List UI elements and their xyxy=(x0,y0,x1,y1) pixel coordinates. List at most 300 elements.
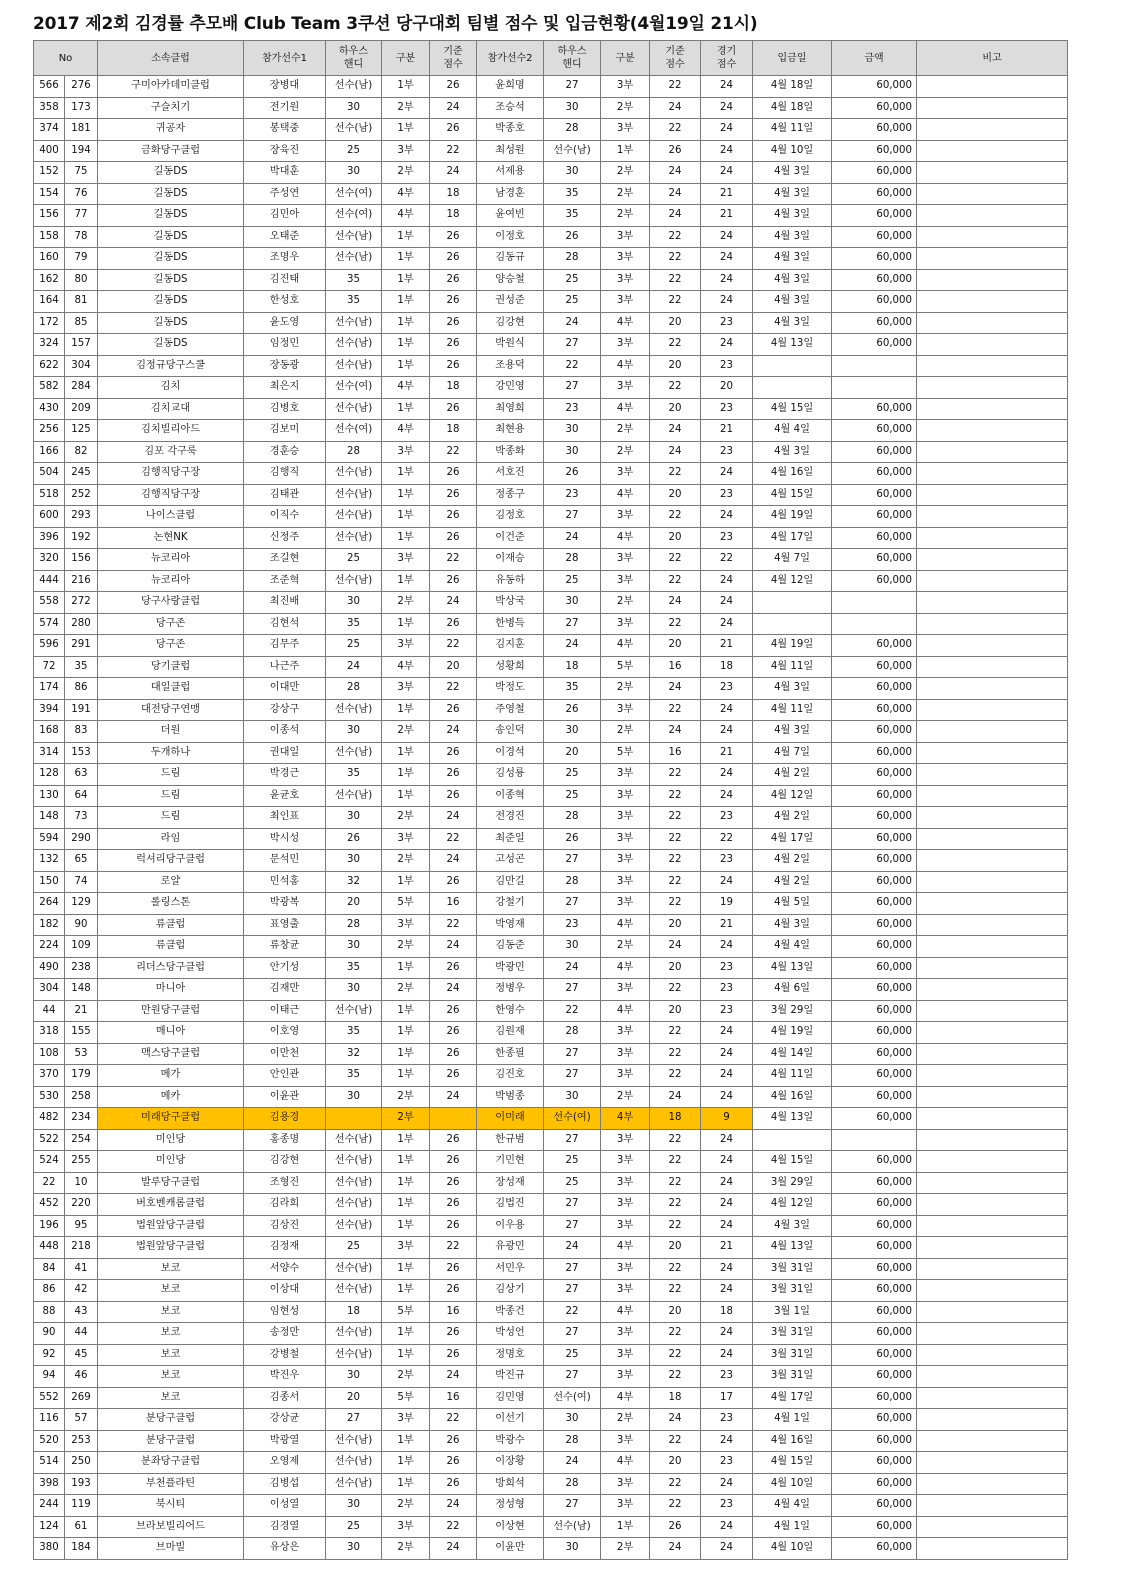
cell-note xyxy=(917,1495,1068,1517)
cell-handicap2: 30 xyxy=(544,162,601,184)
cell-player2: 이상현 xyxy=(477,1516,544,1538)
table-row xyxy=(34,871,1068,893)
cell-game-score: 24 xyxy=(701,463,753,485)
cell-player1: 이대만 xyxy=(244,678,326,700)
cell-note xyxy=(917,1172,1068,1194)
cell-deposit-date: 4월 5일 xyxy=(753,893,832,915)
table-row xyxy=(34,807,1068,829)
cell-base-score1: 20 xyxy=(430,656,477,678)
cell-base-score1: 26 xyxy=(430,1194,477,1216)
cell-note xyxy=(917,1409,1068,1431)
cell-base-score1: 24 xyxy=(430,97,477,119)
cell-club: 브마빌 xyxy=(98,1538,244,1560)
cell-deposit-date: 4월 3일 xyxy=(753,205,832,227)
cell-entry-no: 153 xyxy=(65,742,98,764)
cell-no: 108 xyxy=(34,1043,65,1065)
cell-division1: 4부 xyxy=(382,377,430,399)
cell-amount: 60,000 xyxy=(832,914,917,936)
cell-division2: 4부 xyxy=(601,1452,650,1474)
cell-base-score1: 26 xyxy=(430,1323,477,1345)
cell-club: 럭셔리당구클럽 xyxy=(98,850,244,872)
cell-entry-no: 192 xyxy=(65,527,98,549)
cell-division1: 1부 xyxy=(382,1258,430,1280)
header-club: 소속클럽 xyxy=(98,41,244,76)
cell-division1: 4부 xyxy=(382,205,430,227)
cell-base-score2: 24 xyxy=(650,936,701,958)
cell-club: 마니아 xyxy=(98,979,244,1001)
cell-player2: 이선기 xyxy=(477,1409,544,1431)
cell-entry-no: 284 xyxy=(65,377,98,399)
cell-note xyxy=(917,377,1068,399)
cell-entry-no: 184 xyxy=(65,1538,98,1560)
cell-deposit-date: 4월 13일 xyxy=(753,957,832,979)
cell-division1: 1부 xyxy=(382,570,430,592)
table-row xyxy=(34,355,1068,377)
cell-base-score1: 24 xyxy=(430,721,477,743)
cell-player2: 박범종 xyxy=(477,1086,544,1108)
cell-game-score: 18 xyxy=(701,656,753,678)
cell-note xyxy=(917,850,1068,872)
cell-base-score1: 26 xyxy=(430,291,477,313)
cell-division1: 1부 xyxy=(382,463,430,485)
cell-handicap2: 27 xyxy=(544,1215,601,1237)
cell-game-score: 24 xyxy=(701,1043,753,1065)
cell-base-score1: 26 xyxy=(430,463,477,485)
cell-player2: 박원식 xyxy=(477,334,544,356)
cell-player2: 권성준 xyxy=(477,291,544,313)
cell-handicap2: 선수(여) xyxy=(544,1108,601,1130)
cell-note xyxy=(917,1366,1068,1388)
table-row xyxy=(34,1065,1068,1087)
cell-handicap2: 28 xyxy=(544,1473,601,1495)
cell-handicap2: 24 xyxy=(544,1237,601,1259)
cell-deposit-date: 4월 1일 xyxy=(753,1409,832,1431)
cell-club: 대전당구연맹 xyxy=(98,699,244,721)
cell-handicap2: 24 xyxy=(544,312,601,334)
cell-note xyxy=(917,205,1068,227)
cell-base-score2: 24 xyxy=(650,592,701,614)
cell-handicap1: 30 xyxy=(326,1366,382,1388)
cell-base-score2: 22 xyxy=(650,291,701,313)
cell-base-score2: 26 xyxy=(650,140,701,162)
cell-deposit-date: 4월 6일 xyxy=(753,979,832,1001)
cell-division1: 3부 xyxy=(382,828,430,850)
cell-note xyxy=(917,1323,1068,1345)
cell-player2: 윤희명 xyxy=(477,76,544,98)
cell-game-score: 24 xyxy=(701,1086,753,1108)
cell-entry-no: 43 xyxy=(65,1301,98,1323)
cell-club: 드림 xyxy=(98,785,244,807)
cell-no: 582 xyxy=(34,377,65,399)
table-row xyxy=(34,1151,1068,1173)
cell-amount: 60,000 xyxy=(832,656,917,678)
cell-entry-no: 173 xyxy=(65,97,98,119)
cell-note xyxy=(917,570,1068,592)
cell-club: 분좌당구클럽 xyxy=(98,1452,244,1474)
cell-club: 메가 xyxy=(98,1065,244,1087)
cell-player1: 박광복 xyxy=(244,893,326,915)
cell-player1: 김현석 xyxy=(244,613,326,635)
cell-game-score: 23 xyxy=(701,678,753,700)
cell-game-score: 19 xyxy=(701,893,753,915)
cell-game-score: 24 xyxy=(701,871,753,893)
cell-player1: 김행직 xyxy=(244,463,326,485)
cell-deposit-date: 3월 29일 xyxy=(753,1000,832,1022)
cell-handicap1: 선수(남) xyxy=(326,1194,382,1216)
cell-player1: 경훈승 xyxy=(244,441,326,463)
cell-base-score2: 24 xyxy=(650,162,701,184)
cell-handicap1: 선수(남) xyxy=(326,1323,382,1345)
cell-amount: 60,000 xyxy=(832,785,917,807)
cell-player2: 박광수 xyxy=(477,1430,544,1452)
cell-club: 매니아 xyxy=(98,1022,244,1044)
cell-game-score: 23 xyxy=(701,1366,753,1388)
cell-club: 김포 각구룩 xyxy=(98,441,244,463)
cell-no: 164 xyxy=(34,291,65,313)
cell-division1: 3부 xyxy=(382,140,430,162)
cell-base-score2: 18 xyxy=(650,1108,701,1130)
cell-no: 150 xyxy=(34,871,65,893)
cell-player1: 박진우 xyxy=(244,1366,326,1388)
cell-club: 버호벤캐롬클럽 xyxy=(98,1194,244,1216)
cell-handicap1: 선수(남) xyxy=(326,699,382,721)
cell-note xyxy=(917,226,1068,248)
cell-base-score1: 26 xyxy=(430,398,477,420)
cell-base-score2: 16 xyxy=(650,656,701,678)
cell-player2: 최준일 xyxy=(477,828,544,850)
cell-handicap1: 선수(남) xyxy=(326,1430,382,1452)
cell-game-score: 18 xyxy=(701,1301,753,1323)
cell-base-score2: 22 xyxy=(650,979,701,1001)
cell-club: 법원앞당구클럽 xyxy=(98,1215,244,1237)
cell-game-score: 22 xyxy=(701,549,753,571)
cell-division1: 1부 xyxy=(382,1000,430,1022)
cell-deposit-date: 4월 12일 xyxy=(753,570,832,592)
cell-club: 법원앞당구클럽 xyxy=(98,1237,244,1259)
cell-division1: 1부 xyxy=(382,527,430,549)
cell-division1: 1부 xyxy=(382,484,430,506)
cell-amount: 60,000 xyxy=(832,570,917,592)
cell-player1: 안인관 xyxy=(244,1065,326,1087)
cell-deposit-date: 4월 2일 xyxy=(753,871,832,893)
cell-handicap2: 27 xyxy=(544,1366,601,1388)
cell-player1: 김민아 xyxy=(244,205,326,227)
cell-handicap1: 30 xyxy=(326,1538,382,1560)
cell-division1: 3부 xyxy=(382,1237,430,1259)
cell-division1: 1부 xyxy=(382,1452,430,1474)
cell-club: 나이스클럽 xyxy=(98,506,244,528)
cell-game-score: 24 xyxy=(701,592,753,614)
cell-club: 류클럽 xyxy=(98,914,244,936)
cell-division2: 4부 xyxy=(601,527,650,549)
cell-amount: 60,000 xyxy=(832,1409,917,1431)
cell-deposit-date: 4월 4일 xyxy=(753,420,832,442)
cell-base-score2: 20 xyxy=(650,312,701,334)
cell-no: 182 xyxy=(34,914,65,936)
header-handicap1: 하우스 핸디 xyxy=(326,41,382,76)
cell-base-score2: 18 xyxy=(650,1387,701,1409)
cell-base-score2: 22 xyxy=(650,1194,701,1216)
cell-division1: 3부 xyxy=(382,678,430,700)
table-row xyxy=(34,785,1068,807)
cell-club: 김치교대 xyxy=(98,398,244,420)
cell-base-score2: 24 xyxy=(650,420,701,442)
header-no: No xyxy=(34,41,98,76)
cell-player1: 김병섭 xyxy=(244,1473,326,1495)
cell-club: 길동DS xyxy=(98,312,244,334)
cell-player2: 정병우 xyxy=(477,979,544,1001)
table-row xyxy=(34,936,1068,958)
cell-deposit-date: 4월 18일 xyxy=(753,76,832,98)
header-game-score: 경기 점수 xyxy=(701,41,753,76)
cell-division2: 3부 xyxy=(601,1473,650,1495)
cell-entry-no: 125 xyxy=(65,420,98,442)
cell-player2: 조승석 xyxy=(477,97,544,119)
cell-handicap2: 24 xyxy=(544,635,601,657)
cell-no: 596 xyxy=(34,635,65,657)
cell-game-score: 23 xyxy=(701,1495,753,1517)
cell-division2: 2부 xyxy=(601,441,650,463)
cell-no: 158 xyxy=(34,226,65,248)
cell-amount: 60,000 xyxy=(832,205,917,227)
cell-deposit-date: 4월 10일 xyxy=(753,140,832,162)
cell-player2: 박진규 xyxy=(477,1366,544,1388)
cell-note xyxy=(917,742,1068,764)
cell-handicap1: 30 xyxy=(326,850,382,872)
cell-division2: 3부 xyxy=(601,1323,650,1345)
cell-game-score: 23 xyxy=(701,355,753,377)
cell-entry-no: 80 xyxy=(65,269,98,291)
cell-note xyxy=(917,162,1068,184)
cell-player2: 박광민 xyxy=(477,957,544,979)
header-amount: 금액 xyxy=(832,41,917,76)
cell-club: 길동DS xyxy=(98,162,244,184)
cell-division2: 4부 xyxy=(601,914,650,936)
cell-entry-no: 109 xyxy=(65,936,98,958)
cell-division2: 4부 xyxy=(601,355,650,377)
cell-note xyxy=(917,785,1068,807)
cell-base-score1: 24 xyxy=(430,592,477,614)
cell-base-score1: 26 xyxy=(430,570,477,592)
cell-handicap1: 18 xyxy=(326,1301,382,1323)
cell-player2: 장성재 xyxy=(477,1172,544,1194)
cell-division2: 4부 xyxy=(601,1301,650,1323)
cell-handicap1: 선수(남) xyxy=(326,1172,382,1194)
cell-player2: 박종호 xyxy=(477,119,544,141)
cell-base-score1: 22 xyxy=(430,140,477,162)
cell-club: 류클럽 xyxy=(98,936,244,958)
cell-no: 166 xyxy=(34,441,65,463)
cell-deposit-date: 4월 3일 xyxy=(753,183,832,205)
cell-no: 84 xyxy=(34,1258,65,1280)
cell-entry-no: 44 xyxy=(65,1323,98,1345)
cell-player2: 김동규 xyxy=(477,248,544,270)
cell-entry-no: 290 xyxy=(65,828,98,850)
cell-base-score2: 22 xyxy=(650,1215,701,1237)
cell-no: 256 xyxy=(34,420,65,442)
cell-division2: 3부 xyxy=(601,570,650,592)
cell-handicap1 xyxy=(326,1108,382,1130)
cell-handicap2: 28 xyxy=(544,549,601,571)
cell-player1: 조명우 xyxy=(244,248,326,270)
cell-base-score1: 26 xyxy=(430,1043,477,1065)
cell-note xyxy=(917,893,1068,915)
cell-division2: 3부 xyxy=(601,463,650,485)
cell-division1: 2부 xyxy=(382,936,430,958)
cell-amount: 60,000 xyxy=(832,291,917,313)
table-row xyxy=(34,1495,1068,1517)
table-row xyxy=(34,1258,1068,1280)
cell-division1: 1부 xyxy=(382,1473,430,1495)
cell-deposit-date: 4월 2일 xyxy=(753,807,832,829)
cell-entry-no: 253 xyxy=(65,1430,98,1452)
cell-player2: 이경석 xyxy=(477,742,544,764)
cell-no: 574 xyxy=(34,613,65,635)
cell-no: 400 xyxy=(34,140,65,162)
cell-player1: 강상구 xyxy=(244,699,326,721)
cell-amount: 60,000 xyxy=(832,1237,917,1259)
cell-amount: 60,000 xyxy=(832,678,917,700)
cell-game-score: 24 xyxy=(701,334,753,356)
cell-handicap2: 20 xyxy=(544,742,601,764)
cell-handicap2: 27 xyxy=(544,1129,601,1151)
cell-handicap1: 24 xyxy=(326,656,382,678)
cell-no: 318 xyxy=(34,1022,65,1044)
cell-note xyxy=(917,398,1068,420)
cell-division2: 3부 xyxy=(601,1065,650,1087)
cell-division1: 2부 xyxy=(382,592,430,614)
cell-division2: 3부 xyxy=(601,334,650,356)
cell-base-score1: 24 xyxy=(430,1538,477,1560)
cell-deposit-date: 3월 31일 xyxy=(753,1366,832,1388)
cell-handicap1: 20 xyxy=(326,893,382,915)
cell-player2: 한영수 xyxy=(477,1000,544,1022)
cell-deposit-date: 4월 11일 xyxy=(753,699,832,721)
cell-division2: 4부 xyxy=(601,398,650,420)
cell-handicap2: 27 xyxy=(544,979,601,1001)
cell-base-score1: 26 xyxy=(430,1129,477,1151)
cell-handicap2: 35 xyxy=(544,205,601,227)
cell-entry-no: 269 xyxy=(65,1387,98,1409)
table-row xyxy=(34,1043,1068,1065)
cell-note xyxy=(917,592,1068,614)
cell-no: 224 xyxy=(34,936,65,958)
cell-player2: 김강현 xyxy=(477,312,544,334)
cell-note xyxy=(917,1280,1068,1302)
cell-division1: 1부 xyxy=(382,248,430,270)
cell-handicap1: 25 xyxy=(326,140,382,162)
table-row xyxy=(34,979,1068,1001)
cell-player2: 한병득 xyxy=(477,613,544,635)
cell-deposit-date: 4월 15일 xyxy=(753,1151,832,1173)
cell-club: 귀공자 xyxy=(98,119,244,141)
cell-player1: 전기원 xyxy=(244,97,326,119)
cell-division2: 3부 xyxy=(601,226,650,248)
cell-note xyxy=(917,334,1068,356)
cell-no: 156 xyxy=(34,205,65,227)
cell-player1: 송정만 xyxy=(244,1323,326,1345)
cell-base-score1: 26 xyxy=(430,1280,477,1302)
cell-amount: 60,000 xyxy=(832,1151,917,1173)
cell-handicap1: 선수(남) xyxy=(326,785,382,807)
cell-deposit-date: 4월 15일 xyxy=(753,398,832,420)
cell-entry-no: 193 xyxy=(65,1473,98,1495)
cell-club: 북시티 xyxy=(98,1495,244,1517)
cell-division1: 2부 xyxy=(382,97,430,119)
cell-no: 566 xyxy=(34,76,65,98)
cell-player1: 주성연 xyxy=(244,183,326,205)
cell-handicap1: 선수(남) xyxy=(326,1473,382,1495)
cell-deposit-date xyxy=(753,1129,832,1151)
cell-note xyxy=(917,635,1068,657)
cell-note xyxy=(917,979,1068,1001)
cell-amount: 60,000 xyxy=(832,269,917,291)
cell-note xyxy=(917,764,1068,786)
cell-handicap2: 30 xyxy=(544,1409,601,1431)
cell-amount: 60,000 xyxy=(832,312,917,334)
cell-entry-no: 155 xyxy=(65,1022,98,1044)
table-row xyxy=(34,764,1068,786)
cell-entry-no: 220 xyxy=(65,1194,98,1216)
cell-game-score: 21 xyxy=(701,1237,753,1259)
table-header xyxy=(34,41,1068,76)
cell-handicap2: 27 xyxy=(544,334,601,356)
cell-game-score: 24 xyxy=(701,613,753,635)
cell-handicap1: 선수(남) xyxy=(326,398,382,420)
cell-note xyxy=(917,1043,1068,1065)
table-row xyxy=(34,592,1068,614)
cell-club: 당구존 xyxy=(98,613,244,635)
cell-entry-no: 45 xyxy=(65,1344,98,1366)
cell-game-score: 24 xyxy=(701,1323,753,1345)
cell-base-score1: 26 xyxy=(430,1452,477,1474)
cell-player1: 류창균 xyxy=(244,936,326,958)
table-row xyxy=(34,1366,1068,1388)
cell-player1: 이호영 xyxy=(244,1022,326,1044)
cell-amount xyxy=(832,377,917,399)
cell-no: 518 xyxy=(34,484,65,506)
cell-amount: 60,000 xyxy=(832,850,917,872)
cell-amount: 60,000 xyxy=(832,1215,917,1237)
cell-note xyxy=(917,1000,1068,1022)
cell-handicap2: 28 xyxy=(544,248,601,270)
cell-handicap2: 30 xyxy=(544,592,601,614)
cell-division2: 4부 xyxy=(601,635,650,657)
cell-base-score2: 22 xyxy=(650,1366,701,1388)
cell-base-score2: 22 xyxy=(650,463,701,485)
cell-handicap2: 30 xyxy=(544,420,601,442)
header-base-score1: 기준 점수 xyxy=(430,41,477,76)
cell-player2: 한규범 xyxy=(477,1129,544,1151)
cell-game-score: 24 xyxy=(701,1194,753,1216)
cell-division1: 1부 xyxy=(382,1172,430,1194)
cell-handicap1: 선수(여) xyxy=(326,183,382,205)
cell-no: 444 xyxy=(34,570,65,592)
cell-game-score: 24 xyxy=(701,785,753,807)
cell-deposit-date: 4월 12일 xyxy=(753,785,832,807)
cell-division2: 2부 xyxy=(601,936,650,958)
cell-player2: 이윤만 xyxy=(477,1538,544,1560)
cell-division1: 2부 xyxy=(382,721,430,743)
cell-base-score2: 22 xyxy=(650,1344,701,1366)
cell-player2: 고성곤 xyxy=(477,850,544,872)
cell-deposit-date: 4월 12일 xyxy=(753,1194,832,1216)
cell-club: 미래당구클럽 xyxy=(98,1108,244,1130)
cell-handicap1: 30 xyxy=(326,592,382,614)
cell-no: 154 xyxy=(34,183,65,205)
cell-note xyxy=(917,1086,1068,1108)
cell-division2: 3부 xyxy=(601,1258,650,1280)
